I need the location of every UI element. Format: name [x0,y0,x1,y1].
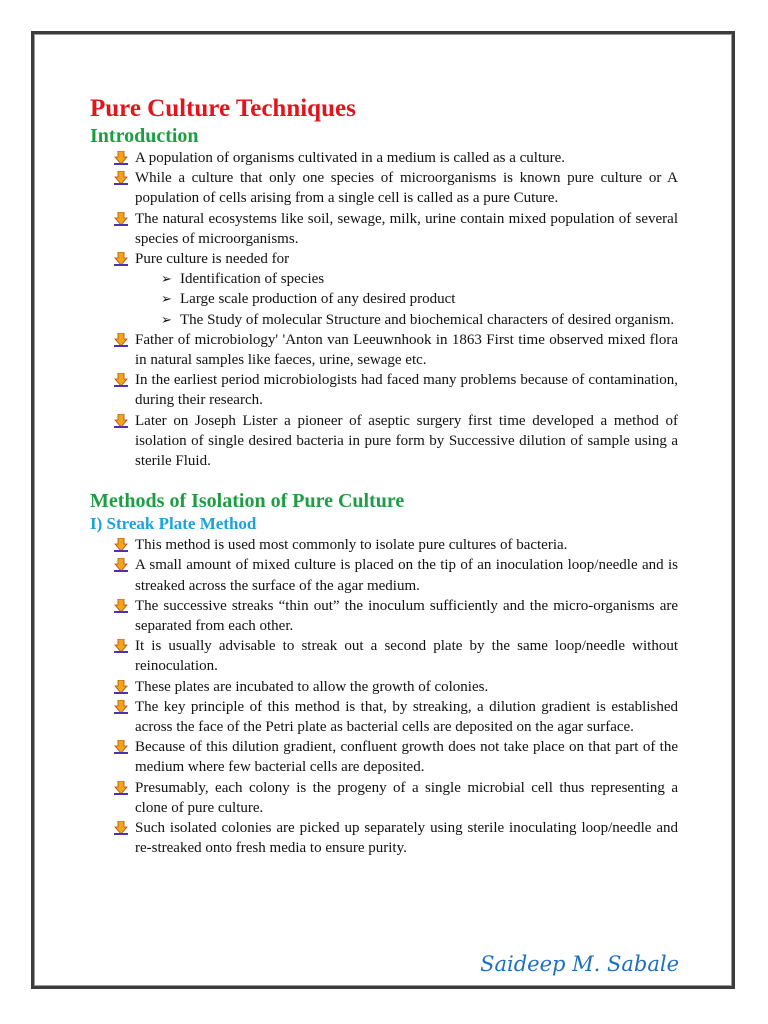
list-item: Father of microbiology' 'Anton van Leeuwnhook in 1863 First time observed mixed flora in natural samples like faeces, urine, sewage etc. [111,330,678,370]
intro-heading: Introduction [90,125,199,147]
list-item: While a culture that only one species of microorganisms is known pure culture or A population of cells arising from a single cell is called as a pure Cuture. [111,168,678,208]
streak-heading: I) Streak Plate Method [90,514,257,534]
list-item: These plates are incubated to allow the growth of colonies. [111,677,678,697]
arrow-bullet-icon [114,151,128,165]
arrow-bullet-icon [114,538,128,552]
page-title: Pure Culture Techniques [90,95,356,122]
arrow-bullet-icon [114,212,128,226]
list-item: Because of this dilution gradient, confluent growth does not take place on that part of the medium where few bacterial cells are deposited. [111,737,678,777]
author-signature: Saideep M. Sabale [480,952,679,976]
list-item: Later on Joseph Lister a pioneer of aseptic surgery first time developed a method of isolation of single desired bacteria in pure form by Successive dilution of sample using a sterile Fluid. [111,411,678,472]
list-item: Such isolated colonies are picked up separately using sterile inoculating loop/needle and re-streaked onto fresh media to ensure purity. [111,818,678,858]
list-item: A small amount of mixed culture is placed on the tip of an inoculation loop/needle and is streaked across the surface of the agar medium. [111,555,678,595]
document-body [90,94,678,859]
list-item: In the earliest period microbiologists had faced many problems because of contamination, during their research. [111,370,678,410]
arrow-bullet-icon [114,171,128,185]
arrow-bullet-icon [114,333,128,347]
arrow-bullet-icon [114,781,128,795]
arrowhead-bullet-icon: ➢ [161,311,172,327]
list-item: Pure culture is needed for ➢ Identification of species ➢ Large scale production of any desired product ➢ The Study of molecular Structure and biochemical characters of desired organism. [111,249,678,330]
arrow-bullet-icon [114,740,128,754]
list-item: The natural ecosystems like soil, sewage, milk, urine contain mixed population of several species of microorganisms. [111,209,678,249]
list-item: Presumably, each colony is the progeny of a single microbial cell thus representing a clone of pure culture. [111,778,678,818]
sublist-item: ➢ Identification of species [161,269,678,289]
arrow-bullet-icon [114,373,128,387]
list-item: This method is used most commonly to isolate pure cultures of bacteria. [111,535,678,555]
streak-list [90,535,678,858]
arrowhead-bullet-icon: ➢ [161,291,172,307]
sublist-item: ➢ Large scale production of any desired product [161,289,678,309]
arrow-bullet-icon [114,558,128,572]
arrow-bullet-icon [114,414,128,428]
list-item: It is usually advisable to streak out a second plate by the same loop/needle without reinoculation. [111,636,678,676]
list-item: The successive streaks “thin out” the inoculum sufficiently and the micro-organisms are separated from each other. [111,596,678,636]
arrow-bullet-icon [114,680,128,694]
sublist-item: ➢ The Study of molecular Structure and biochemical characters of desired organism. [161,310,678,330]
needs-sublist [135,269,678,330]
arrow-bullet-icon [114,821,128,835]
arrow-bullet-icon [114,700,128,714]
list-item: The key principle of this method is that, by streaking, a dilution gradient is established across the face of the Petri plate as bacterial cells are deposited on the agar surface. [111,697,678,737]
section-gap [90,471,678,489]
arrow-bullet-icon [114,639,128,653]
arrowhead-bullet-icon: ➢ [161,271,172,287]
arrow-bullet-icon [114,252,128,266]
arrow-bullet-icon [114,599,128,613]
intro-list [90,148,678,471]
methods-heading: Methods of Isolation of Pure Culture [90,490,405,513]
list-item: A population of organisms cultivated in a medium is called as a culture. [111,148,678,168]
